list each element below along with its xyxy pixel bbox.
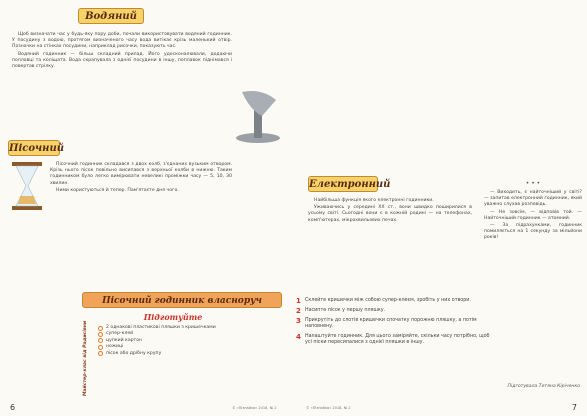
electronic-title: Електронний [308,176,378,192]
bullet-icon [98,338,103,343]
riddle-paragraph: — Не зовсім, — відповів той. — Найточніший годинник — атомний. [484,209,582,221]
bullet-icon [98,332,103,337]
sundial-image [232,86,284,144]
materials-item-text: цупкий картон [106,337,143,343]
step-number: 4 [296,332,301,341]
prepare-block [98,312,248,357]
water-section [6,8,238,126]
footer-right: © «Пізнайко» 2018, № 2 [306,406,351,410]
water-text [12,32,232,71]
bullet-icon [98,326,103,331]
materials-item [98,351,248,357]
materials-list [98,325,248,357]
author-credit: Підготувала Тетяна Кіріченко [507,384,580,389]
materials-item-text: ножиці [106,344,124,350]
sand-text [50,162,232,195]
make-sundial-section [78,292,498,410]
electronic-paragraph: Найбільша функція якого електронні годинники. [314,198,434,203]
footer-left: © «Пізнайко» 2018, № 2 [232,406,277,410]
materials-item-text: супер-клей [106,331,134,337]
sand-section [6,140,238,260]
step-item [296,318,496,331]
step-item [296,298,496,305]
step-number: 2 [296,307,301,315]
electronic-text [308,198,472,225]
water-title: Водяний [78,8,144,24]
riddle-paragraph: — Виходить, є найточніший у світі? — запитав електронний годинник, який уважно слухав розповідь. [484,190,582,208]
prepare-title: Підготуйте [143,312,203,322]
sand-paragraph: Пісочний годинник складався з двох колб, з'єднаних вузьким отвором. Крізь нього пісок повільно висипався з верхньої колби в нижню. Таким годинником було легко вимірювати невеликі проміжки часу — 5, 10, 30 хвилин. [50,162,232,186]
riddle-stars: • • • [525,180,541,187]
page-number-left: 6 [10,403,16,412]
sand-title: Пісочний [8,140,60,156]
step-number: 3 [296,317,301,325]
page-number-right: 7 [571,403,577,412]
electronic-paragraph: Уживаючись у середині ХХ ст., вони швидко поширилися в усьому світі. Сьогодні вони є в кожній родині — на телефонах, комп'ютерах, мікрохвильових печах. [308,205,472,223]
steps-list [296,298,496,347]
step-item [296,308,496,315]
materials-item-text: 2 однакові пластикові пляшки з кришечками [106,325,216,330]
side-label [78,314,94,402]
step-text: Прикрутіть до слотів кришечки спочатку порожню пляшку, а потім наповнену. [305,318,477,330]
bullet-icon [98,351,103,356]
materials-item-text: пісок або дрібну крупу [106,350,162,356]
bullet-icon [98,345,103,350]
step-text: Насипте пісок у першу пляшку. [305,308,386,313]
electronic-section [308,176,478,276]
steps-block [296,298,496,350]
riddle-paragraph: — За підрахунками, годинник помиляється на 1 секунду за мільйони років! [484,223,582,241]
riddle-section [484,180,582,380]
water-paragraph: Водяний годинник — більш складний прилад. Його удосконалювали, додаючи поплавці та коліщата. Вода скрапувала з однієї посудини в іншу, поплавок піднімався і повертав стрілку. [12,51,232,70]
riddle-text [484,190,582,242]
step-text: Склейте кришечки між собою супер-клеєм, зробіть у них отвори. [305,298,471,303]
side-label-text: Майстер-клас від Радисівни [83,320,89,396]
sand-paragraph: Ними користуються й тепер. Пам'ятаєте дня чого. [56,187,179,193]
step-number: 1 [296,297,301,305]
hourglass-image [10,162,44,210]
step-item [296,334,496,347]
step-text: Налаштуйте годинник. Для цього заміряйте, скільки часу потрібно, щоб усі піски пересипалися з однієї пляшки в іншу. [305,333,490,346]
water-paragraph: Щоб визначати час у будь-яку пору доби, почали використовувати водяний годинник. У посудину з водою, протягом визначеного часу вода витікає крізь маленький отвір. Позначки на стінках посудини, наприклад рисочки, показують час. [12,32,232,50]
make-sundial-title: Пісочний годинник власноруч [82,292,282,308]
